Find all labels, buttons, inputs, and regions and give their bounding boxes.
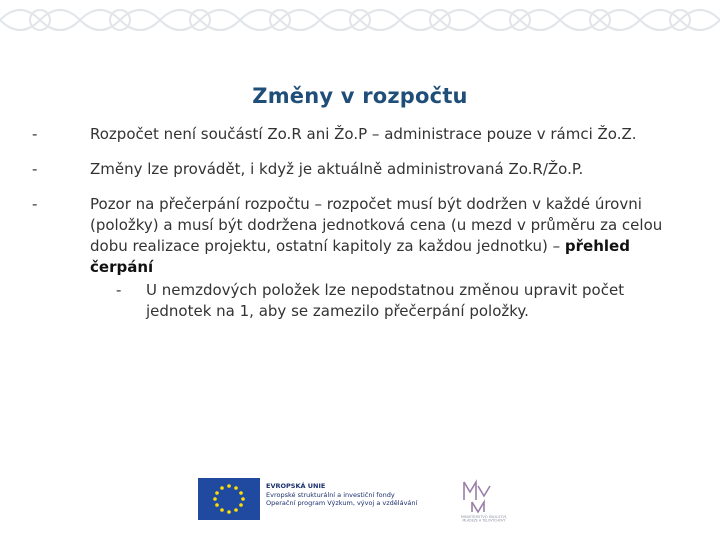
- decorative-header-pattern: [0, 0, 720, 38]
- bullet-item: [32, 194, 682, 278]
- bullet-marker: -: [32, 125, 38, 143]
- sub-bullet-item: [116, 280, 682, 322]
- bullet-item: [32, 159, 682, 180]
- bullet-list: [32, 124, 682, 322]
- bullet-text-body: Pozor na přečerpání rozpočtu – rozpočet musí být dodržen v každé úrovni (položky) a musí být dodržena jednotková cena (u mezd v průměru za celou dobu realizace projektu, ostatní kapitoly za každou jednotku) –: [90, 195, 663, 255]
- eu-logo-text: [266, 482, 417, 508]
- bullet-text: Změny lze provádět, i když je aktuálně administrovaná Zo.R/Žo.P.: [90, 160, 584, 178]
- eu-line-1: Evropské strukturální a investiční fondy: [266, 490, 395, 499]
- bullet-text: [90, 194, 682, 278]
- bullet-item: [32, 124, 682, 145]
- ministry-label-2: MLÁDEŽE A TĚLOVÝCHOVY: [462, 518, 506, 522]
- sub-bullet-marker: -: [116, 281, 122, 299]
- bullet-marker: -: [32, 195, 38, 213]
- eu-heading: EVROPSKÁ UNIE: [266, 482, 326, 490]
- bullet-marker: -: [32, 160, 38, 178]
- slide-title: Změny v rozpočtu: [252, 84, 468, 108]
- sub-bullet-text: U nemzdových položek lze nepodstatnou změnou upravit počet jednotek na 1, aby se zamezilo přečerpání položky.: [146, 281, 625, 320]
- ministry-label: MINISTERSTVO ŠKOLSTVÍ,: [460, 515, 508, 519]
- eu-line-2: Operační program Výzkum, vývoj a vzdělávání: [266, 499, 418, 507]
- eu-flag-icon: [198, 478, 260, 520]
- ministry-logo-icon: [442, 478, 526, 522]
- bullet-text: Rozpočet není součástí Zo.R ani Žo.P – administrace pouze v rámci Žo.Z.: [90, 125, 637, 143]
- bullet-emphasis: přehled čerpání: [90, 237, 630, 276]
- footer-logos: [196, 476, 526, 524]
